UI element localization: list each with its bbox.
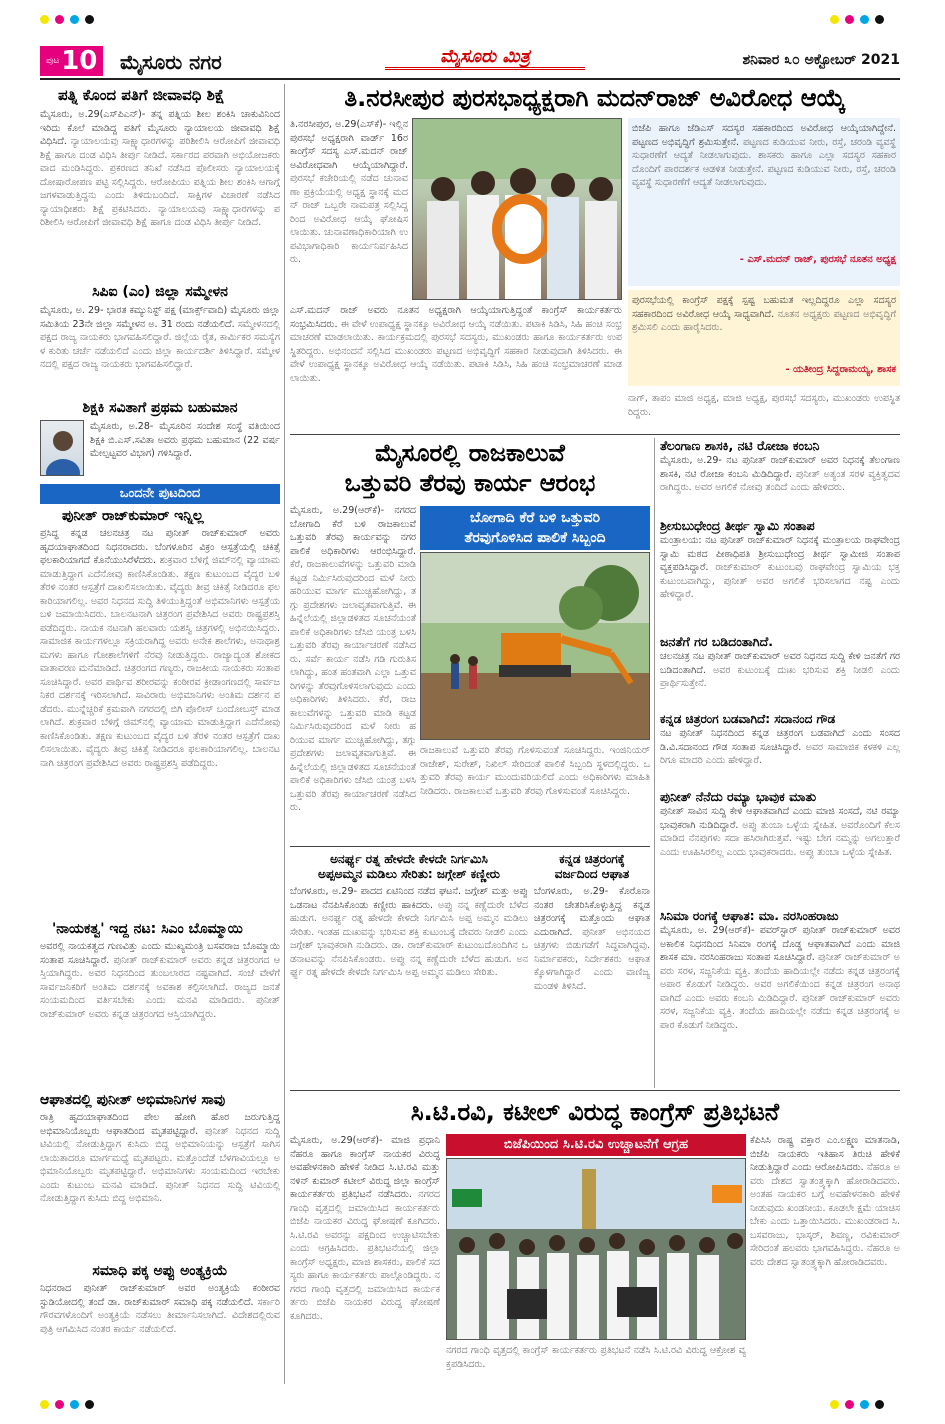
section-divider [290, 846, 650, 847]
article-text: ಮೈಸೂರು, ಅ. 29(ಆರ್‌ಕೆ)- ಪವರ್‌ಸ್ಟಾರ್ ಪುನೀತ್ ರಾಜ್‌ಕುಮಾರ್ ಅವರ ಅಕಾಲಿಕ ನಿಧನದಿಂದ ಸಿನಿಮಾ ರಂಗಕ್ಕೆ ದೊಡ್ಡ ಆಘಾತವಾಗಿದೆ ಎಂದು ಮಾಜಿ ಶಾಸಕ ಮಾ. ನರಸಿಂಹರಾಜು ಸಂತಾಪ ಸೂಚಿಸಿದ್ದಾರೆ. [660, 925, 900, 963]
page-number: 10 [61, 46, 98, 76]
article-body [534, 885, 650, 1075]
article-text: ಮೈಸೂರು, ಅ.29(ಆರ್‌ಕೆ)- ನಗರದ ಬೋಗಾದಿ ಕೆರೆ ಬಳಿ ರಾಜಕಾಲುವೆ ಒತ್ತುವರಿ ತೆರವು ಕಾರ್ಯವನ್ನು ನಗರ ಪಾಲಿಕೆ ಅಧಿಕಾರಿಗಳು ಆರಂಭಿಸಿದ್ದಾರೆ. [290, 505, 416, 557]
article-text: ಬೆಂಗಳೂರು, ಅ.29- ಕೊರೊನಾ ನಂತರ ಚೇತರಿಸಿಕೊಳ್ಳುತ್ತಿದ್ದ ಕನ್ನಡ ಚಿತ್ರರಂಗಕ್ಕೆ ಮತ್ತೊಂದು ಆಘಾತ ಎದುರಾಗಿದೆ. [534, 886, 650, 938]
headline-jaggesh-line1: ಅನರ್ಘ್ಯ ರತ್ನ ಹೇಳದೇ ಕೇಳದೇ ನಿರ್ಗಮಿಸಿ [330, 852, 488, 866]
article-text: ಬೆಂಗಳೂರು, ಅ.29- ಪಾದದ ಏಟಿನಿಂದ ನಡೆದ ಘಟನೆ. ಜಗ್ಗೇಶ್ ಮತ್ತು ಅಪ್ಪು ಒಡನಾಟ ನೆನಪಿಸಿಕೊಂಡು ಕಣ್ಣೀರು ಹಾಕಿದರು. [290, 886, 528, 911]
page-number-badge [40, 46, 103, 76]
quote-attribution: - ಎಸ್.ಮದನ್ ರಾಜ್, ಪುರಸಭೆ ನೂತನ ಅಧ್ಯಕ್ಷ [739, 254, 896, 265]
article-text: ಚಲನಚಿತ್ರ ನಟ ಪುನೀತ್ ರಾಜ್‌ಕುಮಾರ್ ಅವರ ನಿಧನದ ಸುದ್ದಿ ಕೇಳಿ ಜನತೆಗೆ ಗರ ಬಡಿದಂತಾಗಿದೆ. [660, 651, 900, 676]
article-text: ಕೆಪಿಸಿಸಿ ರಾಷ್ಟ್ರ ವಕ್ತಾರ ಎಂ.ಲಕ್ಷ್ಮಣ ಮಾತನಾಡಿ, ಬಿಜೆಪಿ ನಾಯಕರು ಇತಿಹಾಸ ತಿರುಚಿ ಹೇಳಿಕೆ ನೀಡುತ್ತಿದ್ದಾರೆ ಎಂದು ಆರೋಪಿಸಿದರು. [750, 1135, 900, 1173]
bottom-body-left [290, 1134, 440, 1386]
protest-photo [446, 1158, 746, 1340]
article-ramya [660, 805, 900, 905]
portrait-photo [40, 420, 84, 476]
color-registration-dots-bottom-left [40, 1400, 94, 1409]
headline-sadananda: ಕನ್ನಡ ಚಿತ್ರರಂಗ ಬಡವಾಗಿದೆ: ಸದಾನಂದ ಗೌಡ [660, 712, 836, 726]
page-header [40, 44, 900, 78]
article-puneeth [40, 527, 280, 917]
article-text-filler: ನಾಗ್, ತಾಪಂ ಮಾಜಿ ಅಧ್ಯಕ್ಷ, ಮಾಜಿ ಅಧ್ಯಕ್ಷ, ಪುರಸಭೆ ಸದಸ್ಯರು, ಮುಖಂಡರು ಉಪಸ್ಥಿತರಿದ್ದರು. [628, 393, 900, 418]
headline-swamiji: ಶ್ರೀಸುಬುಧೇಂದ್ರ ತೀರ್ಥ ಸ್ವಾಮಿ ಸಂತಾಪ [660, 518, 815, 533]
article-text-filler: ಪುನೀತ್ ಅಭಿನಯದ ಚಿತ್ರಗಳು ಬಿಡುಗಡೆಗೆ ಸಿದ್ಧವಾಗಿದ್ದವು. ನಿರ್ಮಾಪಕರು, ನಿರ್ದೇಶಕರು ಆಘಾತಕ್ಕೊಳಗಾಗಿದ್ದಾರೆ ಎಂದು ವಾಣಿಜ್ಯ ಮಂಡಳಿ ತಿಳಿಸಿದೆ. [534, 926, 650, 992]
person-silhouette-icon [41, 421, 84, 476]
continued-band: ಒಂದನೇ ಪುಟದಿಂದ [40, 484, 280, 504]
article-text-filler: ರಾಜಕಾಲುವೆ ಒತ್ತುವರಿ ತೆರವು ಗೊಳಿಸುವಂತೆ ಸೂಚಿಸಿದ್ದರು. ಇಂಜಿನಿಯರ್ ರಾಜೇಶ್, ಸುರೇಶ್, ನಿಖಿಲ್ ಸೇರಿದಂತೆ ಪಾಲಿಕೆ ಸಿಬ್ಬಂದಿ ಸ್ಥಳದಲ್ಲಿದ್ದರು. ಒತ್ತುವರಿ ತೆರವು ಕಾರ್ಯ ಮುಂದುವರಿಯಲಿದೆ ಎಂದು ಅಧಿಕಾರಿಗಳು ಮಾಹಿತಿ ನೀಡಿದರು. ರಾಜಕಾಲುವೆ ಒತ್ತುವರಿ ತೆರವು ಗೊಳಿಸುವಂತೆ ಸೂಚಿಸಿದ್ದರು. [420, 745, 650, 797]
kaluve-body [290, 504, 416, 842]
article-janate [660, 650, 900, 708]
article-text-filler: ಈ ವೇಳೆ ಉಪಾಧ್ಯಕ್ಷ ಸ್ಥಾನಕ್ಕೂ ಅವಿರೋಧ ಆಯ್ಕೆ ನಡೆಯಿತು. ಪಟಾಕಿ ಸಿಡಿಸಿ, ಸಿಹಿ ಹಂಚಿ ಸಂಭ್ರಮಾಚರಣೆ ಮಾಡಲಾಯಿತು. ಕಾರ್ಯಕ್ರಮದಲ್ಲಿ ಪುರಸಭೆ ಸದಸ್ಯರು, ಮುಖಂಡರು ಹಾಗೂ ಕಾರ್ಯಕರ್ತರು ಉಪಸ್ಥಿತರಿದ್ದರು. ಅಭಿನಂದನೆ ಸಲ್ಲಿಸಿದ ಮುಖಂಡರು ಪಟ್ಟಣದ ಅಭಿವೃದ್ಧಿಗೆ ಸಹಕಾರ ನೀಡುವುದಾಗಿ ತಿಳಿಸಿದರು. ಈ ವೇಳೆ ಉಪಾಧ್ಯಕ್ಷ ಸ್ಥಾನಕ್ಕೂ ಅವಿರೋಧ ಆಯ್ಕೆ ನಡೆಯಿತು. ಪಟಾಕಿ ಸಿಡಿಸಿ, ಸಿಹಿ ಹಂಚಿ ಸಂಭ್ರಮಾಚರಣೆ ಮಾಡಲಾಯಿತು. [290, 318, 622, 384]
article-sadananda [660, 727, 900, 785]
article-text: ಎಸ್.ಮದನ್ ರಾಜ್ ಅವರು ನೂತನ ಅಧ್ಯಕ್ಷರಾಗಿ ಆಯ್ಕೆಯಾಗುತ್ತಿದ್ದಂತೆ ಕಾಂಗ್ರೆಸ್ ಕಾರ್ಯಕರ್ತರು ಸಂಭ್ರಮಿಸಿದರು. [290, 305, 622, 330]
felicitation-crowd-photo [413, 119, 622, 300]
headline-cm-bommai: 'ನಾಯಕತ್ವ' ಇದ್ದ ನಟ: ಸಿಎಂ ಬೊಮ್ಮಾಯಿ [52, 921, 243, 937]
headline-janate: ಜನತೆಗೆ ಗರ ಬಡಿದಂತಾಗಿದೆ. [660, 634, 773, 649]
quote-box-2 [628, 290, 900, 386]
article-text-filler: ಶುಕ್ರವಾರ ಬೆಳಿಗ್ಗೆ ಜಿಮ್‌ನಲ್ಲಿ ವ್ಯಾಯಾಮ ಮಾಡುತ್ತಿದ್ದಾಗ ಎದೆನೋವು ಕಾಣಿಸಿಕೊಂಡಿತು. ತಕ್ಷಣ ಕುಟುಂಬದ ವೈದ್ಯರ ಬಳಿ ತೆರಳಿ ನಂತರ ಆಸ್ಪತ್ರೆಗೆ ದಾಖಲಿಸಲಾಯಿತು. ವೈದ್ಯರು ತೀವ್ರ ಚಿಕಿತ್ಸೆ ನೀಡಿದರೂ ಫಲಕಾರಿಯಾಗಲಿಲ್ಲ. ಅವರ ನಿಧನದ ಸುದ್ದಿ ತಿಳಿಯುತ್ತಿದ್ದಂತೆ ಅಭಿಮಾನಿಗಳು ಆಸ್ಪತ್ರೆಯ ಬಳಿ ಜಮಾಯಿಸಿದರು. ಬಾಲನಟನಾಗಿ ಚಿತ್ರರಂಗ ಪ್ರವೇಶಿಸಿದ ಅವರು ರಾಷ್ಟ್ರಪ್ರಶಸ್ತಿ ಪಡೆದಿದ್ದರು. ನಾಯಕ ನಟನಾಗಿ ಹಲವಾರು ಯಶಸ್ವಿ ಚಿತ್ರಗಳಲ್ಲಿ ಅಭಿನಯಿಸಿದ್ದರು. ಸಾಮಾಜಿಕ ಕಾರ್ಯಗಳಲ್ಲೂ ಸಕ್ರಿಯರಾಗಿದ್ದ ಅವರು ಅನೇಕ ಶಾಲೆಗಳು, ಅನಾಥಾಶ್ರಮಗಳು ಹಾಗೂ ಗೋಶಾಲೆಗಳಿಗೆ ನೆರವು ನೀಡುತ್ತಿದ್ದರು. ರಾಜ್ಯಾದ್ಯಂತ ಶೋಕದ ವಾತಾವರಣ ಮನೆಮಾಡಿದೆ. ಚಿತ್ರರಂಗದ ಗಣ್ಯರು, ರಾಜಕೀಯ ನಾಯಕರು ಸಂತಾಪ ಸೂಚಿಸಿದ್ದಾರೆ. ಅವರ ಪಾರ್ಥಿವ ಶರೀರವನ್ನು ಕಂಠೀರವ ಕ್ರೀಡಾಂಗಣದಲ್ಲಿ ಸಾರ್ವಜನಿಕರ ದರ್ಶನಕ್ಕೆ ಇರಿಸಲಾಗಿದೆ. ಸಾವಿರಾರು ಅಭಿಮಾನಿಗಳು ಅಂತಿಮ ದರ್ಶನ ಪಡೆದರು. ಮುನ್ನೆಚ್ಚರಿಕೆ ಕ್ರಮವಾಗಿ ನಗರದಲ್ಲಿ ಬಿಗಿ ಪೊಲೀಸ್ ಬಂದೋಬಸ್ತ್ ಮಾಡಲಾಗಿದೆ. ಶುಕ್ರವಾರ ಬೆಳಿಗ್ಗೆ ಜಿಮ್‌ನಲ್ಲಿ ವ್ಯಾಯಾಮ ಮಾಡುತ್ತಿದ್ದಾಗ ಎದೆನೋವು ಕಾಣಿಸಿಕೊಂಡಿತು. ತಕ್ಷಣ ಕುಟುಂಬದ ವೈದ್ಯರ ಬಳಿ ತೆರಳಿ ನಂತರ ಆಸ್ಪತ್ರೆಗೆ ದಾಖಲಿಸಲಾಯಿತು. ವೈದ್ಯರು ತೀವ್ರ ಚಿಕಿತ್ಸೆ ನೀಡಿದರೂ ಫಲಕಾರಿಯಾಗಲಿಲ್ಲ. ಬಾಲನಟನಾಗಿ ಚಿತ್ರರಂಗ ಪ್ರವೇಶಿಸಿದ ಅವರು ರಾಷ್ಟ್ರಪ್ರಶಸ್ತಿ ಪಡೆದಿದ್ದರು. [40, 555, 280, 769]
article-text-filler: ನೂತನ ಅಧ್ಯಕ್ಷರು ಪಟ್ಟಣದ ಅಭಿವೃದ್ಧಿಗೆ ಶ್ರಮಿಸಲಿ ಎಂದು ಹಾರೈಸಿದರು. [632, 308, 896, 333]
article-chitraranga [534, 852, 650, 1082]
bottom-band: ಬಿಜೆಪಿಯಿಂದ ಸಿ.ಟಿ.ರವಿ ಉಚ್ಚಾಟನೆಗೆ ಆಗ್ರಹ [446, 1134, 746, 1156]
headline-fans-death: ಆಘಾತದಲ್ಲಿ ಪುನೀತ್ ಅಭಿಮಾನಿಗಳ ಸಾವು [40, 1092, 226, 1108]
article-text-filler: ಸರ್ಕಾರಿ ಗೌರವಗಳೊಂದಿಗೆ ಅಂತ್ಯಕ್ರಿಯೆ ನಡೆಸಲು ತೀರ್ಮಾನಿಸಲಾಗಿದೆ. ವಿದೇಶದಲ್ಲಿರುವ ಪುತ್ರಿ ಆಗಮಿಸಿದ ನಂತರ ಕಾರ್ಯ ನಡೆಯಲಿದೆ. [40, 1296, 280, 1335]
article-text: ಬಿಜೆಪಿ ಹಾಗೂ ಜೆಡಿಎಸ್ ಸದಸ್ಯರ ಸಹಕಾರದಿಂದ ಅವಿರೋಧ ಆಯ್ಕೆಯಾಗಿದ್ದೇನೆ. ಪಟ್ಟಣದ ಅಭಿವೃದ್ಧಿಗೆ ಶ್ರಮಿಸುತ್ತೇನೆ. [632, 123, 896, 148]
article-text: ಮೈಸೂರು, ಅ.29- ನಟ ಪುನೀತ್ ರಾಜ್‌ಕುಮಾರ್ ಅವರ ನಿಧನಕ್ಕೆ ತೆಲಂಗಾಣ ಶಾಸಕಿ, ನಟಿ ರೋಜಾ ಕಂಬನಿ ಮಿಡಿದಿದ್ದಾರೆ. [660, 455, 900, 480]
article-text: ಮೈಸೂರು, ಅ. 29- ಭಾರತ ಕಮ್ಯುನಿಸ್ಟ್ ಪಕ್ಷ (ಮಾರ್ಕ್ಸ್‌ವಾದಿ) ಮೈಸೂರು ಜಿಲ್ಲಾ ಸಮಿತಿಯ 23ನೇ ಜಿಲ್ಲಾ ಸಮ್ಮೇಳನ ಅ. 31 ರಂದು ನಡೆಯಲಿದೆ. [40, 305, 280, 330]
lead-body-left [290, 118, 408, 288]
article-cpim [40, 304, 280, 396]
lead-headline: ತಿ.ನರಸೀಪುರ ಪುರಸಭಾಧ್ಯಕ್ಷರಾಗಿ ಮದನ್‌ರಾಜ್ ಅವಿರೋಧ ಆಯ್ಕೆ [344, 84, 846, 112]
headline-ramya: ಪುನೀತ್ ನೆನೆದು ರಮ್ಯಾ ಭಾವುಕ ಮಾತು [660, 789, 817, 804]
article-text-filler: ಕೆರೆ, ರಾಜಕಾಲುವೆಗಳನ್ನು ಒತ್ತುವರಿ ಮಾಡಿ ಕಟ್ಟಡ ನಿರ್ಮಿಸಿರುವುದರಿಂದ ಮಳೆ ನೀರು ಹರಿಯುವ ಮಾರ್ಗ ಮುಚ್ಚಿಹೋಗಿದ್ದು, ತಗ್ಗು ಪ್ರದೇಶಗಳು ಜಲಾವೃತವಾಗುತ್ತಿವೆ. ಈ ಹಿನ್ನೆಲೆಯಲ್ಲಿ ಜಿಲ್ಲಾಡಳಿತದ ಸೂಚನೆಯಂತೆ ಪಾಲಿಕೆ ಅಧಿಕಾರಿಗಳು ಜೆಸಿಬಿ ಯಂತ್ರ ಬಳಸಿ ಒತ್ತುವರಿ ತೆರವು ಕಾರ್ಯಾಚರಣೆ ನಡೆಸಿದರು. ಸರ್ವೆ ಕಾರ್ಯ ನಡೆಸಿ ಗಡಿ ಗುರುತಿಸಲಾಗಿದ್ದು, ಹಂತ ಹಂತವಾಗಿ ಎಲ್ಲಾ ಒತ್ತುವರಿಗಳನ್ನು ತೆರವುಗೊಳಿಸಲಾಗುವುದು ಎಂದು ಅಧಿಕಾರಿಗಳು ತಿಳಿಸಿದರು. ಕೆರೆ, ರಾಜಕಾಲುವೆಗಳನ್ನು ಒತ್ತುವರಿ ಮಾಡಿ ಕಟ್ಟಡ ನಿರ್ಮಿಸಿರುವುದರಿಂದ ಮಳೆ ನೀರು ಹರಿಯುವ ಮಾರ್ಗ ಮುಚ್ಚಿಹೋಗಿದ್ದು, ತಗ್ಗು ಪ್ರದೇಶಗಳು ಜಲಾವೃತವಾಗುತ್ತಿವೆ. ಈ ಹಿನ್ನೆಲೆಯಲ್ಲಿ ಜಿಲ್ಲಾಡಳಿತದ ಸೂಚನೆಯಂತೆ ಪಾಲಿಕೆ ಅಧಿಕಾರಿಗಳು ಜೆಸಿಬಿ ಯಂತ್ರ ಬಳಸಿ ಒತ್ತುವರಿ ತೆರವು ಕಾರ್ಯಾಚರಣೆ ನಡೆಸಿದರು. [290, 559, 416, 813]
bottom-body-under-photo [446, 1344, 746, 1386]
headline-chitraranga-line2: ವರ್ಜದಿಂದ ಆಘಾತ [554, 867, 630, 881]
article-text-filler: ಸಮ್ಮೇಳನದಲ್ಲಿ ಪಕ್ಷದ ರಾಜ್ಯ ನಾಯಕರು ಭಾಗವಹಿಸಲಿದ್ದಾರೆ. ಜಿಲ್ಲೆಯ ರೈತ, ಕಾರ್ಮಿಕರ ಸಮಸ್ಯೆಗಳ ಕುರಿತು ಚರ್ಚೆ ನಡೆಯಲಿದೆ ಎಂದು ಜಿಲ್ಲಾ ಕಾರ್ಯದರ್ಶಿ ತಿಳಿಸಿದ್ದಾರೆ. ಸಮ್ಮೇಳನದಲ್ಲಿ ಪಕ್ಷದ ರಾಜ್ಯ ನಾಯಕರು ಭಾಗವಹಿಸಲಿದ್ದಾರೆ. [40, 318, 280, 370]
headline-wife-murder: ಪತ್ನಿ ಕೊಂದ ಪತಿಗೆ ಜೀವಾವಧಿ ಶಿಕ್ಷೆ [58, 86, 225, 104]
article-text: ಪುರಸಭೆಯಲ್ಲಿ ಕಾಂಗ್ರೆಸ್ ಪಕ್ಷಕ್ಕೆ ಸ್ಪಷ್ಟ ಬಹುಮತ ಇಲ್ಲದಿದ್ದರೂ ಎಲ್ಲಾ ಸದಸ್ಯರ ಸಹಕಾರದಿಂದ ಅವಿರೋಧ ಆಯ್ಕೆ ಸಾಧ್ಯವಾಗಿದೆ. [632, 295, 896, 320]
article-text-filler: ಅವರ ಕುಟುಂಬಕ್ಕೆ ದುಃಖ ಭರಿಸುವ ಶಕ್ತಿ ನೀಡಲಿ ಎಂದು ಪ್ರಾರ್ಥಿಸುತ್ತೇನೆ. [660, 664, 900, 689]
caption-line2: ತೆರವುಗೊಳಿಸಿದ ಪಾಲಿಕೆ ಸಿಬ್ಬಂದಿ [464, 530, 606, 546]
article-roja [660, 454, 900, 514]
article-savitha [40, 420, 280, 478]
excavator-clearing-photo [421, 553, 650, 740]
article-text: ನಿಧನರಾದ ಪುನೀತ್ ರಾಜ್‌ಕುಮಾರ್ ಅವರ ಅಂತ್ಯಕ್ರಿಯೆ ಕಂಠೀರವ ಸ್ಟುಡಿಯೋದಲ್ಲಿ ತಂದೆ ಡಾ. ರಾಜ್‌ಕುಮಾರ್ ಸಮಾಧಿ ಪಕ್ಕ ನಡೆಯಲಿದೆ. [40, 1283, 280, 1308]
article-text-filler: ನಗರದ ಗಾಂಧಿ ವೃತ್ತದಲ್ಲಿ ಕಾಂಗ್ರೆಸ್ ಕಾರ್ಯಕರ್ತರು ಪ್ರತಿಭಟನೆ ನಡೆಸಿ ಸಿ.ಟಿ.ರವಿ ವಿರುದ್ಧ ಆಕ್ರೋಶ ವ್ಯಕ್ತಪಡಿಸಿದರು. [446, 1345, 746, 1370]
color-registration-dots-top-right [830, 15, 884, 24]
article-jaggesh [290, 852, 528, 1082]
article-swamiji [660, 534, 900, 630]
color-registration-dots-bottom-right [830, 1400, 884, 1409]
article-fans-death [40, 1111, 280, 1259]
kaluve-headline-line2: ಒತ್ತುವರಿ ತೆರವು ಕಾರ್ಯ ಆರಂಭ [344, 469, 596, 497]
article-text: ಮೈಸೂರು, ಅ.29(ಆರ್‌ಕೆ)- ಮಾಜಿ ಪ್ರಧಾನಿ ನೆಹರೂ ಹಾಗೂ ಕಾಂಗ್ರೆಸ್ ನಾಯಕರ ವಿರುದ್ಧ ಅವಹೇಳನಕಾರಿ ಹೇಳಿಕೆ ನೀಡಿದ ಸಿ.ಟಿ.ರವಿ ಮತ್ತು ನಳಿನ್ ಕುಮಾರ್ ಕಟೀಲ್ ವಿರುದ್ಧ ಜಿಲ್ಲಾ ಕಾಂಗ್ರೆಸ್ ಕಾರ್ಯಕರ್ತರು ಪ್ರತಿಭಟನೆ ನಡೆಸಿದರು. [290, 1135, 440, 1200]
column-divider [654, 438, 655, 1088]
article-body [290, 885, 528, 1075]
headline-narasimharaju: ಸಿನಿಮಾ ರಂಗಕ್ಕೆ ಆಘಾತ: ಮಾ. ನರಸಿಂಹರಾಜು [660, 909, 839, 923]
date-line: ಶನಿವಾರ ೩೦ ಅಕ್ಟೋಬರ್ 2021 [742, 52, 900, 68]
section-divider [290, 1090, 900, 1091]
headline-savitha: ಶಿಕ್ಷಕಿ ಸವಿತಾಗೆ ಪ್ರಥಮ ಬಹುಮಾನ [82, 400, 238, 416]
headline-cpim: ಸಿಪಿಐ (ಎಂ) ಜಿಲ್ಲಾ ಸಮ್ಮೇಳನ [92, 284, 228, 300]
column-divider [284, 84, 285, 1384]
quote-attribution: - ಯತೀಂದ್ರ ಸಿದ್ದರಾಮಯ್ಯ, ಶಾಸಕ [785, 364, 896, 375]
protest-crowd-photo [447, 1159, 746, 1340]
article-text-filler: ಪುರಸಭೆ ಕಚೇರಿಯಲ್ಲಿ ನಡೆದ ಚುನಾವಣಾ ಪ್ರಕ್ರಿಯೆಯಲ್ಲಿ ಅಧ್ಯಕ್ಷ ಸ್ಥಾನಕ್ಕೆ ಮದನ್ ರಾಜ್ ಒಬ್ಬರೇ ನಾಮಪತ್ರ ಸಲ್ಲಿಸಿದ್ದರಿಂದ ಅವಿರೋಧ ಆಯ್ಕೆ ಘೋಷಿಸಲಾಯಿತು. ಚುನಾವಣಾಧಿಕಾರಿಯಾಗಿ ಉಪವಿಭಾಗಾಧಿಕಾರಿ ಕಾರ್ಯನಿರ್ವಹಿಸಿದರು. [290, 173, 408, 265]
article-text: ತಿ.ನರಸೀಪುರ, ಅ.29(ಎಸ್‌ಕೆ)- ಇಲ್ಲಿನ ಪುರಸಭೆ ಅಧ್ಯಕ್ಷರಾಗಿ ವಾರ್ಡ್ 16ರ ಕಾಂಗ್ರೆಸ್ ಸದಸ್ಯ ಎಸ್.ಮದನ್ ರಾಜ್ ಅವಿರೋಧವಾಗಿ ಆಯ್ಕೆಯಾಗಿದ್ದಾರೆ. [290, 119, 408, 171]
article-text-filler: ನೆಹರೂ ಅವರು ದೇಶದ ಸ್ವಾತಂತ್ರ್ಯಕ್ಕಾಗಿ ಹೋರಾಡಿದವರು. ಅಂತಹ ನಾಯಕರ ಬಗ್ಗೆ ಅವಹೇಳನಕಾರಿ ಹೇಳಿಕೆ ನೀಡುವುದು ಖಂಡನೀಯ. ಕೂಡಲೇ ಕ್ಷಮೆ ಯಾಚಿಸಬೇಕು ಎಂದು ಒತ್ತಾಯಿಸಿದರು. ಮುಖಂಡರಾದ ಸಿ.ಬಸವರಾಜು, ಭಾಸ್ಕರ್, ಶಿವಣ್ಣ, ರವಿಕುಮಾರ್ ಸೇರಿದಂತೆ ಹಲವರು ಭಾಗವಹಿಸಿದ್ದರು. ನೆಹರೂ ಅವರು ದೇಶದ ಸ್ವಾತಂತ್ರ್ಯಕ್ಕಾಗಿ ಹೋರಾಡಿದವರು. [750, 1162, 900, 1268]
article-text-filler: ಅವರ ಸಾಮಾಜಿಕ ಕಳಕಳಿ ಎಲ್ಲರಿಗೂ ಮಾದರಿ ಎಂದು ಹೇಳಿದ್ದಾರೆ. [660, 741, 900, 766]
headline-puneeth: ಪುನೀತ್ ರಾಜ್‌ಕುಮಾರ್ ಇನ್ನಿಲ್ಲ [62, 508, 204, 524]
article-text: ಮೈಸೂರು, ಅ.28- ಮೈಸೂರಿನ ಸಂದೇಶ ಸಂಸ್ಥೆ ವತಿಯಿಂದ ಶಿಕ್ಷಕಿ ಬಿ.ಎಸ್.ಸವಿತಾ ಅವರು ಪ್ರಥಮ ಬಹುಮಾನ (22 ವರ್ಷ ಮೇಲ್ಪಟ್ಟವರ ವಿಭಾಗ) ಗಳಿಸಿದ್ದಾರೆ. [90, 421, 280, 459]
lead-body-right [628, 392, 900, 432]
bottom-body-right [750, 1134, 900, 1386]
quote-text [632, 122, 896, 250]
article-text: ರಾತ್ರಿ ಹೃದಯಾಘಾತದಿಂದ ಪೇಲ ಹೋಗಿ ಹೊರ ಜರುಗುತ್ತಿದ್ದ ಅಭಿಮಾನಿಯೊಬ್ಬರು ಆಘಾತದಿಂದ ಮೃತಪಟ್ಟಿದ್ದಾರೆ. [40, 1112, 280, 1137]
article-text: ಮಂತ್ರಾಲಯ: ನಟ ಪುನೀತ್ ರಾಜ್‌ಕುಮಾರ್ ನಿಧನಕ್ಕೆ ಮಂತ್ರಾಲಯ ರಾಘವೇಂದ್ರ ಸ್ವಾಮಿ ಮಠದ ಪೀಠಾಧಿಪತಿ ಶ್ರೀಸುಬುಧೇಂದ್ರ ತೀರ್ಥ ಸ್ವಾಮೀಜಿ ಸಂತಾಪ ವ್ಯಕ್ತಪಡಿಸಿದ್ದಾರೆ. [660, 535, 900, 573]
quote-box-1 [628, 118, 900, 286]
masthead-logo: ಮೈಸೂರು ಮಿತ್ರ [385, 46, 585, 70]
article-text-filler: ಪುನೀತ್ ರಾಜ್‌ಕುಮಾರ್ ಅವರು ಕನ್ನಡ ಚಿತ್ರರಂಗದ ಆಸ್ತಿಯಾಗಿದ್ದರು. ಅವರ ನಿಧನದಿಂದ ತುಂಬಲಾರದ ನಷ್ಟವಾಗಿದೆ. ಸಂಜೆ ವೇಳೆಗೆ ಸಾರ್ವಜನಿಕರಿಗೆ ಅಂತಿಮ ದರ್ಶನಕ್ಕೆ ಅವಕಾಶ ಕಲ್ಪಿಸಲಾಗಿದೆ. ರಾಜ್ಯದ ಜನತೆ ಸಂಯಮದಿಂದ ವರ್ತಿಸಬೇಕು ಎಂದು ಮನವಿ ಮಾಡಿದರು. ಪುನೀತ್ ರಾಜ್‌ಕುಮಾರ್ ಅವರು ಕನ್ನಡ ಚಿತ್ರರಂಗದ ಆಸ್ತಿಯಾಗಿದ್ದರು. [40, 954, 280, 1020]
article-samadhi [40, 1282, 280, 1352]
kaluve-photo-caption [420, 506, 650, 550]
section-divider [290, 434, 900, 435]
article-cm-bommai [40, 940, 280, 1088]
section-title: ಮೈಸೂರು ನಗರ [120, 50, 222, 74]
article-text: ಅವರಲ್ಲಿ ನಾಯಕತ್ವದ ಗುಣವಿತ್ತು ಎಂದು ಮುಖ್ಯಮಂತ್ರಿ ಬಸವರಾಜ ಬೊಮ್ಮಾಯಿ ಸಂತಾಪ ಸೂಚಿಸಿದ್ದಾರೆ. [40, 941, 280, 966]
article-text-filler: ಅಪ್ಪು ನನ್ನ ಕಣ್ಣೆದುರೇ ಬೆಳೆದ ಹುಡುಗ. ಅನರ್ಘ್ಯ ರತ್ನ ಹೇಳದೇ ಕೇಳದೇ ನಿರ್ಗಮಿಸಿ ಅಪ್ಪ ಅಮ್ಮನ ಮಡಿಲು ಸೇರಿತು. ಇಂತಹ ದುಃಖವನ್ನು ಭರಿಸುವ ಶಕ್ತಿ ಕುಟುಂಬಕ್ಕೆ ದೇವರು ನೀಡಲಿ ಎಂದು ಜಗ್ಗೇಶ್ ಭಾವುಕರಾಗಿ ನುಡಿದರು. ಡಾ. ರಾಜ್‌ಕುಮಾರ್ ಕುಟುಂಬದೊಂದಿಗಿನ ಒಡನಾಟವನ್ನು ನೆನಪಿಸಿಕೊಂಡರು. ಅಪ್ಪು ನನ್ನ ಕಣ್ಣೆದುರೇ ಬೆಳೆದ ಹುಡುಗ. ಅನರ್ಘ್ಯ ರತ್ನ ಹೇಳದೇ ಕೇಳದೇ ನಿರ್ಗಮಿಸಿ ಅಪ್ಪ ಅಮ್ಮನ ಮಡಿಲು ಸೇರಿತು. [290, 899, 528, 978]
article-text: ನಟ ಪುನೀತ್ ನಿಧನದಿಂದ ಕನ್ನಡ ಚಿತ್ರರಂಗ ಬಡವಾಗಿದೆ ಎಂದು ಸಂಸದ ಡಿ.ವಿ.ಸದಾನಂದ ಗೌಡ ಸಂತಾಪ ಸೂಚಿಸಿದ್ದಾರೆ. [660, 728, 900, 753]
bottom-headline: ಸಿ.ಟಿ.ರವಿ, ಕಟೀಲ್ ವಿರುದ್ಧ ಕಾಂಗ್ರೆಸ್ ಪ್ರತಿಭಟನೆ [410, 1098, 780, 1126]
lead-body-below [290, 304, 622, 430]
kaluve-headline-line1: ಮೈಸೂರಲ್ಲಿ ರಾಜಕಾಲುವೆ [375, 439, 565, 467]
headline-jaggesh-line2: ಅಪ್ಪಅಮ್ಮನ ಮಡಿಲು ಸೇರಿತು: ಜಗ್ಗೇಶ್ ಕಣ್ಣೀರು [318, 867, 500, 881]
article-text: ಪ್ರಸಿದ್ಧ ಕನ್ನಡ ಚಲನಚಿತ್ರ ನಟ ಪುನೀತ್ ರಾಜ್‌ಕುಮಾರ್ ಅವರು ಹೃದಯಾಘಾತದಿಂದ ನಿಧನರಾದರು. ಬೆಂಗಳೂರಿನ ವಿಕ್ರಂ ಆಸ್ಪತ್ರೆಯಲ್ಲಿ ಚಿಕಿತ್ಸೆ ಫಲಕಾರಿಯಾಗದೆ ಕೊನೆಯುಸಿರೆಳೆದರು. [40, 528, 280, 566]
headline-chitraranga-line1: ಕನ್ನಡ ಚಿತ್ರರಂಗಕ್ಕೆ [559, 852, 625, 866]
caption-line1: ಬೋಗಾದಿ ಕೆರೆ ಬಳಿ ಒತ್ತುವರಿ [469, 510, 601, 526]
article-text-filler: ರಾಜ್‌ಕುಮಾರ್ ಕುಟುಂಬವು ರಾಘವೇಂದ್ರ ಸ್ವಾಮಿಯ ಭಕ್ತ ಕುಟುಂಬವಾಗಿದ್ದು, ಪುನೀತ್ ಅವರ ಅಗಲಿಕೆ ಭರಿಸಲಾಗದ ನಷ್ಟ ಎಂದು ಹೇಳಿದ್ದಾರೆ. [660, 562, 900, 600]
headline-roja: ತೆಲಂಗಾಣ ಶಾಸಕಿ, ನಟಿ ರೋಜಾ ಕಂಬನಿ [660, 438, 820, 453]
kaluve-headline [290, 438, 650, 498]
kaluve-body-cont [420, 744, 650, 840]
lead-photo [412, 118, 622, 300]
right-column [660, 438, 900, 1088]
color-registration-dots-top-left [40, 15, 94, 24]
article-text-filler: ನ್ಯಾಯಾಲಯವು ಸಾಕ್ಷ್ಯಾಧಾರಗಳನ್ನು ಪರಿಶೀಲಿಸಿ ಆರೋಪಿಗೆ ಜೀವಾವಧಿ ಶಿಕ್ಷೆ ಹಾಗೂ ದಂಡ ವಿಧಿಸಿ ತೀರ್ಪು ನೀಡಿದೆ. ಸರ್ಕಾರದ ಪರವಾಗಿ ಅಭಿಯೋಜಕರು ವಾದ ಮಂಡಿಸಿದ್ದರು. ಪ್ರಕರಣದ ತನಿಖೆ ನಡೆಸಿದ ಪೊಲೀಸರು ನ್ಯಾಯಾಲಯಕ್ಕೆ ದೋಷಾರೋಪಣ ಪಟ್ಟಿ ಸಲ್ಲಿಸಿದ್ದರು. ಆರೋಪಿಯು ಪತ್ನಿಯ ಶೀಲ ಶಂಕಿಸಿ ಆಗಾಗ್ಗೆ ಜಗಳವಾಡುತ್ತಿದ್ದನು ಎಂದು ತಿಳಿದುಬಂದಿದೆ. ಸಾಕ್ಷಿಗಳ ವಿಚಾರಣೆ ನಡೆಸಿದ ನ್ಯಾಯಾಧೀಶರು ಶಿಕ್ಷೆ ಪ್ರಕಟಿಸಿದರು. ನ್ಯಾಯಾಲಯವು ಸಾಕ್ಷ್ಯಾಧಾರಗಳನ್ನು ಪರಿಶೀಲಿಸಿ ಆರೋಪಿಗೆ ಜೀವಾವಧಿ ಶಿಕ್ಷೆ ಹಾಗೂ ದಂಡ ವಿಧಿಸಿ ತೀರ್ಪು ನೀಡಿದೆ. [40, 136, 280, 228]
quote-text [632, 294, 896, 360]
left-column [40, 84, 280, 1384]
article-narasimharaju [660, 924, 900, 1074]
article-text-filler: ಅಪ್ಪು ತುಂಬಾ ಒಳ್ಳೆಯ ಸ್ನೇಹಿತ. ಅವರೊಂದಿಗೆ ಕೆಲಸ ಮಾಡಿದ ನೆನಪುಗಳು ಸದಾ ಹಸಿರಾಗಿರುತ್ತವೆ. ಇಷ್ಟು ಬೇಗ ನಮ್ಮನ್ನು ಅಗಲುತ್ತಾರೆ ಎಂದು ಊಹಿಸಿರಲಿಲ್ಲ ಎಂದು ಭಾವುಕರಾದರು. ಅಪ್ಪು ತುಂಬಾ ಒಳ್ಳೆಯ ಸ್ನೇಹಿತ. [660, 819, 900, 858]
article-text-filler: ಪುನೀತ್ ರಾಜ್‌ಕುಮಾರ್ ಅವರು ಸರಳ, ಸಜ್ಜನಿಕೆಯ ವ್ಯಕ್ತಿ. ತಂದೆಯ ಹಾದಿಯಲ್ಲೇ ನಡೆದು ಕನ್ನಡ ಚಿತ್ರರಂಗಕ್ಕೆ ಅಪಾರ ಕೊಡುಗೆ ನೀಡಿದ್ದರು. ಅವರ ಅಗಲಿಕೆಯಿಂದ ಕನ್ನಡ ಚಿತ್ರರಂಗ ಅನಾಥವಾಗಿದೆ ಎಂದು ಅವರು ಕಂಬನಿ ಮಿಡಿದಿದ್ದಾರೆ. ಪುನೀತ್ ರಾಜ್‌ಕುಮಾರ್ ಅವರು ಸರಳ, ಸಜ್ಜನಿಕೆಯ ವ್ಯಕ್ತಿ. ತಂದೆಯ ಹಾದಿಯಲ್ಲೇ ನಡೆದು ಕನ್ನಡ ಚಿತ್ರರಂಗಕ್ಕೆ ಅಪಾರ ಕೊಡುಗೆ ನೀಡಿದ್ದರು. [660, 952, 900, 1031]
article-text: ಮೈಸೂರು, ಅ.29(ಎಸ್‌ಪಿಎನ್)- ತನ್ನ ಪತ್ನಿಯ ಶೀಲ ಶಂಕಿಸಿ ಚಾಕುವಿನಿಂದ ಇರಿದು ಕೊಲೆ ಮಾಡಿದ್ದ ಪತಿಗೆ ಮೈಸೂರು ನ್ಯಾಯಾಲಯ ಜೀವಾವಧಿ ಶಿಕ್ಷೆ ವಿಧಿಸಿದೆ. [40, 109, 280, 147]
article-text-filler: ಪುನೀತ್ ನಿಧನದ ಸುದ್ದಿ ಟಿವಿಯಲ್ಲಿ ನೋಡುತ್ತಿದ್ದಾಗ ಕುಸಿದು ಬಿದ್ದ ಅಭಿಮಾನಿಯನ್ನು ಆಸ್ಪತ್ರೆಗೆ ಸಾಗಿಸಲಾಯಿತಾದರೂ ಮಾರ್ಗಮಧ್ಯೆ ಮೃತಪಟ್ಟರು. ಮತ್ತೊಂದೆಡೆ ಬೆಳಗಾವಿಯಲ್ಲೂ ಅಭಿಮಾನಿಯೊಬ್ಬರು ಮೃತಪಟ್ಟಿದ್ದಾರೆ. ಅಭಿಮಾನಿಗಳು ಸಂಯಮದಿಂದ ಇರಬೇಕು ಎಂದು ಕುಟುಂಬ ಮನವಿ ಮಾಡಿದೆ. ಪುನೀತ್ ನಿಧನದ ಸುದ್ದಿ ಟಿವಿಯಲ್ಲಿ ನೋಡುತ್ತಿದ್ದಾಗ ಕುಸಿದು ಬಿದ್ದ ಅಭಿಮಾನಿ. [40, 1125, 280, 1204]
headline-samadhi: ಸಮಾಧಿ ಪಕ್ಕ ಅಪ್ಪು ಅಂತ್ಯಕ್ರಿಯೆ [92, 1263, 228, 1279]
page-label: ಪುಟ [46, 56, 60, 66]
article-text: ಪುನೀತ್ ಸಾವಿನ ಸುದ್ದಿ ಕೇಳಿ ಆಘಾತವಾಗಿದೆ ಎಂದು ಮಾಜಿ ಸಂಸದೆ, ನಟಿ ರಮ್ಯಾ ಭಾವುಕರಾಗಿ ನುಡಿದಿದ್ದಾರೆ. [660, 806, 900, 831]
kaluve-photo [420, 552, 650, 740]
article-text-filler: ಪಟ್ಟಣದ ಕುಡಿಯುವ ನೀರು, ರಸ್ತೆ, ಚರಂಡಿ ವ್ಯವಸ್ಥೆ ಸುಧಾರಣೆಗೆ ಆದ್ಯತೆ ನೀಡಲಾಗುವುದು. ಶಾಸಕರು ಹಾಗೂ ಎಲ್ಲಾ ಸದಸ್ಯರ ಸಹಕಾರದೊಂದಿಗೆ ಪಾರದರ್ಶಕ ಆಡಳಿತ ನೀಡುತ್ತೇನೆ. ಪಟ್ಟಣದ ಕುಡಿಯುವ ನೀರು, ರಸ್ತೆ, ಚರಂಡಿ ವ್ಯವಸ್ಥೆ ಸುಧಾರಣೆಗೆ ಆದ್ಯತೆ ನೀಡಲಾಗುವುದು. [632, 136, 896, 188]
article-text-filler: ಪುನೀತ್ ಅತ್ಯಂತ ಸರಳ ವ್ಯಕ್ತಿತ್ವದವರಾಗಿದ್ದರು. ಅವರ ಅಗಲಿಕೆ ನೋವು ತಂದಿದೆ ಎಂದು ಹೇಳಿದರು. [660, 468, 900, 493]
article-wife-murder [40, 108, 280, 280]
article-text-filler: ನಗರದ ಗಾಂಧಿ ವೃತ್ತದಲ್ಲಿ ಜಮಾಯಿಸಿದ ಕಾರ್ಯಕರ್ತರು ಬಿಜೆಪಿ ನಾಯಕರ ವಿರುದ್ಧ ಘೋಷಣೆ ಕೂಗಿದರು. ಸಿ.ಟಿ.ರವಿ ಅವರನ್ನು ಪಕ್ಷದಿಂದ ಉಚ್ಚಾಟಿಸಬೇಕು ಎಂದು ಆಗ್ರಹಿಸಿದರು. ಪ್ರತಿಭಟನೆಯಲ್ಲಿ ಜಿಲ್ಲಾ ಕಾಂಗ್ರೆಸ್ ಅಧ್ಯಕ್ಷರು, ಮಾಜಿ ಶಾಸಕರು, ಪಾಲಿಕೆ ಸದಸ್ಯರು ಹಾಗೂ ಕಾರ್ಯಕರ್ತರು ಪಾಲ್ಗೊಂಡಿದ್ದರು. ನಗರದ ಗಾಂಧಿ ವೃತ್ತದಲ್ಲಿ ಜಮಾಯಿಸಿದ ಕಾರ್ಯಕರ್ತರು ಬಿಜೆಪಿ ನಾಯಕರ ವಿರುದ್ಧ ಘೋಷಣೆ ಕೂಗಿದರು. [290, 1189, 440, 1322]
